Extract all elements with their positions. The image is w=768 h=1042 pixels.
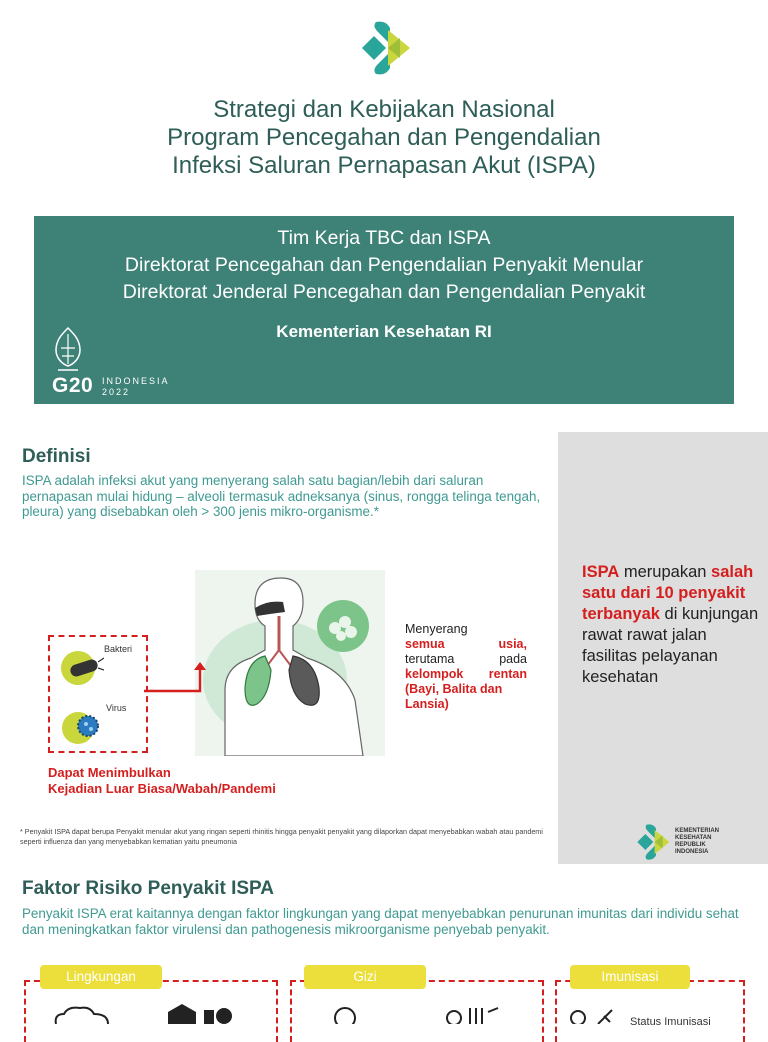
banner-team: Tim Kerja TBC dan ISPA: [277, 227, 491, 249]
callout-text: ISPA merupakan salah satu dari 10 penyakit terbanyak di kunjungan rawat rawat jalan fasilitas pelayanan kesehatan: [582, 563, 759, 686]
kemenkes-small-logo: [632, 822, 672, 862]
kemenkes-small-logo-text: KEMENTERIAN KESEHATAN REPUBLIK INDONESIA: [675, 828, 720, 855]
definisi-heading: Definisi: [22, 446, 91, 467]
g20-country: INDONESIA: [102, 376, 170, 386]
g20-wordmark: G20: [52, 374, 94, 397]
outbreak-text: Dapat Menimbulkan Kejadian Luar Biasa/Wabah/Pandemi: [48, 765, 276, 796]
target-group-text: Menyerang semua usia, terutama pada kelompok rentan (Bayi, Balita dan Lansia): [405, 622, 527, 711]
virus-icon: [58, 706, 104, 744]
factory-icon: [168, 1002, 234, 1024]
risk-factor-body: Penyakit ISPA erat kaitannya dengan faktor lingkungan yang dapat menyebabkan penurunan imunitas dari individu sehat dan meningkatkan faktor virulensi dan pathogenesis mikroorganisme penyebab penyakit.: [22, 906, 739, 937]
food-icon: [444, 1004, 504, 1024]
banner-ministry: Kementerian Kesehatan RI: [276, 322, 492, 341]
page-title: Strategi dan Kebijakan Nasional Program Pencegahan dan Pengendalian Infeksi Saluran Pernapasan Akut (ISPA): [167, 96, 601, 179]
risk-factor-heading: Faktor Risiko Penyakit ISPA: [22, 878, 275, 899]
respiratory-illustration: [195, 570, 385, 756]
person-icon: [330, 1006, 360, 1024]
bakteri-label: Bakteri: [104, 644, 133, 654]
banner-directorate: Direktorat Pencegahan dan Pengendalian Penyakit Menular: [124, 254, 644, 276]
team-banner: [34, 216, 734, 404]
vaccine-icon: [568, 1008, 616, 1024]
category-imunisasi: Imunisasi: [570, 965, 690, 989]
g20-emblem-icon: [52, 326, 84, 374]
kemenkes-logo: [354, 18, 414, 78]
arrow-connector: [144, 662, 208, 696]
g20-logo: [50, 326, 190, 396]
imunisasi-status: Status Imunisasi: [630, 1016, 711, 1028]
footnote: * Penyakit ISPA dapat berupa Penyakit menular akut yang ringan seperti rhinitis hingga penyakit penyakit yang dilaporkan dapat menyebabkan wabah atau pandemi seperti influenza dan yang menyebabkan kematian yaitu pneumonia: [20, 827, 543, 846]
gizi-box: [290, 980, 544, 1042]
category-lingkungan: Lingkungan: [40, 965, 162, 989]
cloud-icon: [50, 1006, 114, 1024]
category-gizi: Gizi: [304, 965, 426, 989]
definisi-body: ISPA adalah infeksi akut yang menyerang salah satu bagian/lebih dari saluran pernapasan mulai hidung – alveoli termasuk adneksanya (sinus, rongga telinga tengah, pleura) yang disebabkan oleh > 300 jenis mikro-organisme.*: [22, 473, 541, 519]
g20-year: 2022: [102, 387, 131, 397]
bacteria-icon: [58, 648, 104, 686]
banner-directorate-general: Direktorat Jenderal Pencegahan dan Pengendalian Penyakit: [122, 281, 646, 303]
virus-label: Virus: [106, 703, 127, 713]
